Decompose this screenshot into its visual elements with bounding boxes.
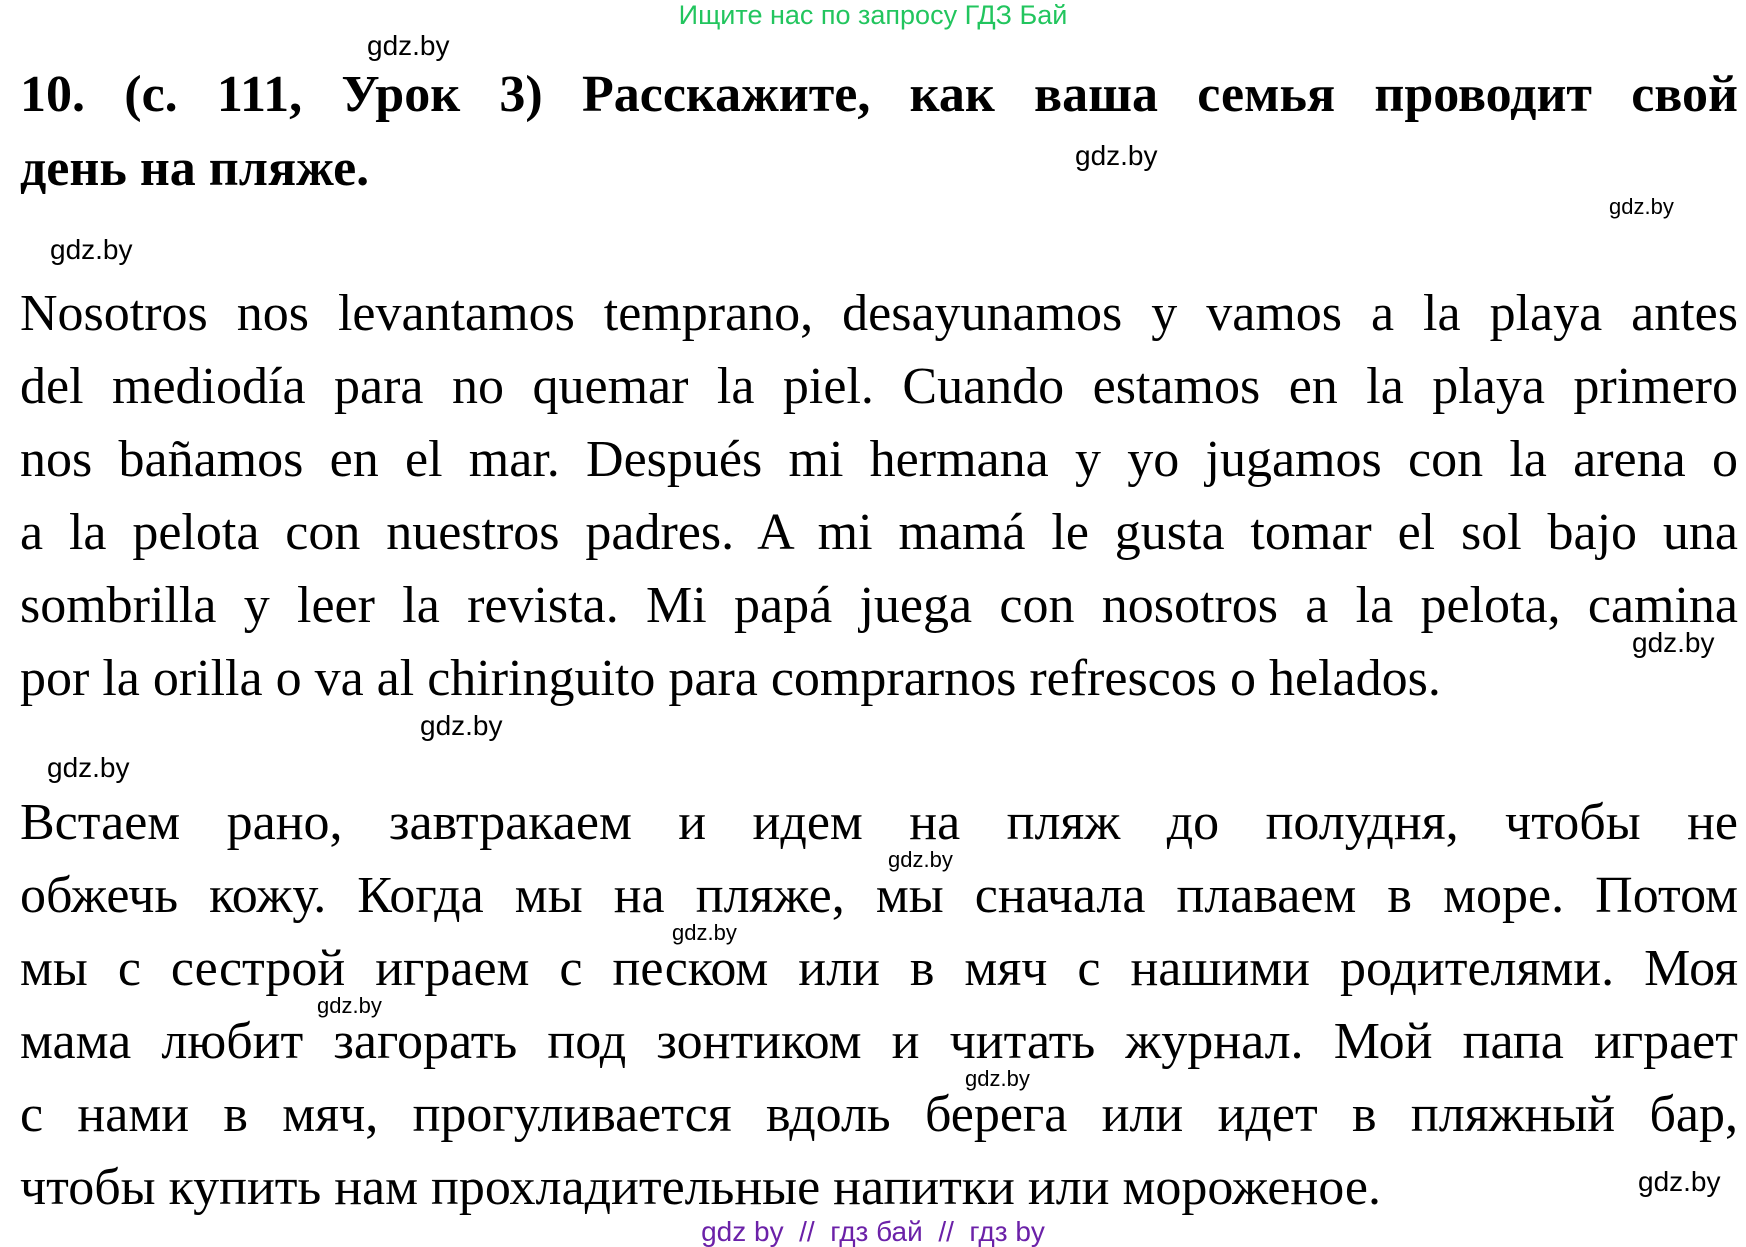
spanish-line: sombrilla y leer la revista. Mi papá juega con nosotros a la pelota, camina	[20, 577, 1738, 634]
spanish-line: por la orilla o va al chiringuito para comprarnos refrescos o helados.	[20, 650, 1441, 707]
footer-watermark: gdz by // гдз бай // гдз by	[701, 1216, 1045, 1247]
task-title-line: день на пляже.	[20, 140, 370, 197]
watermark: gdz.by	[50, 234, 133, 265]
watermark: gdz.by	[367, 30, 450, 61]
task-title-line: 10. (с. 111, Урок 3) Расскажите, как ваша семья проводит свой	[20, 66, 1738, 123]
watermark: gdz.by	[47, 752, 130, 783]
watermark: gdz.by	[420, 710, 503, 741]
watermark: gdz.by	[317, 993, 382, 1018]
russian-line: Встаем рано, завтракаем и идем на пляж до полудня, чтобы не	[20, 794, 1738, 851]
watermark: gdz.by	[1609, 194, 1674, 219]
russian-line: обжечь кожу. Когда мы на пляже, мы сначала плаваем в море. Потом	[20, 867, 1738, 924]
watermark: gdz.by	[1075, 140, 1158, 171]
search-hint-banner: Ищите нас по запросу ГДЗ Бай	[678, 0, 1068, 30]
watermark: gdz.by	[672, 920, 737, 945]
spanish-line: nos bañamos en el mar. Después mi hermana y yo jugamos con la arena o	[20, 431, 1738, 488]
spanish-line: a la pelota con nuestros padres. A mi mamá le gusta tomar el sol bajo una	[20, 504, 1738, 561]
russian-line: мы с сестрой играем с песком или в мяч с нашими родителями. Моя	[20, 940, 1738, 997]
watermark: gdz.by	[1632, 627, 1715, 658]
watermark: gdz.by	[888, 847, 953, 872]
watermark: gdz.by	[1638, 1166, 1721, 1197]
spanish-line: del mediodía para no quemar la piel. Cuando estamos en la playa primero	[20, 358, 1738, 415]
watermark: gdz.by	[965, 1066, 1030, 1091]
russian-line: мама любит загорать под зонтиком и читать журнал. Мой папа играет	[20, 1013, 1738, 1070]
spanish-line: Nosotros nos levantamos temprano, desayunamos y vamos a la playa antes	[20, 285, 1738, 342]
russian-line: чтобы купить нам прохладительные напитки или мороженое.	[20, 1159, 1381, 1216]
russian-line: с нами в мяч, прогуливается вдоль берега или идет в пляжный бар,	[20, 1086, 1738, 1143]
